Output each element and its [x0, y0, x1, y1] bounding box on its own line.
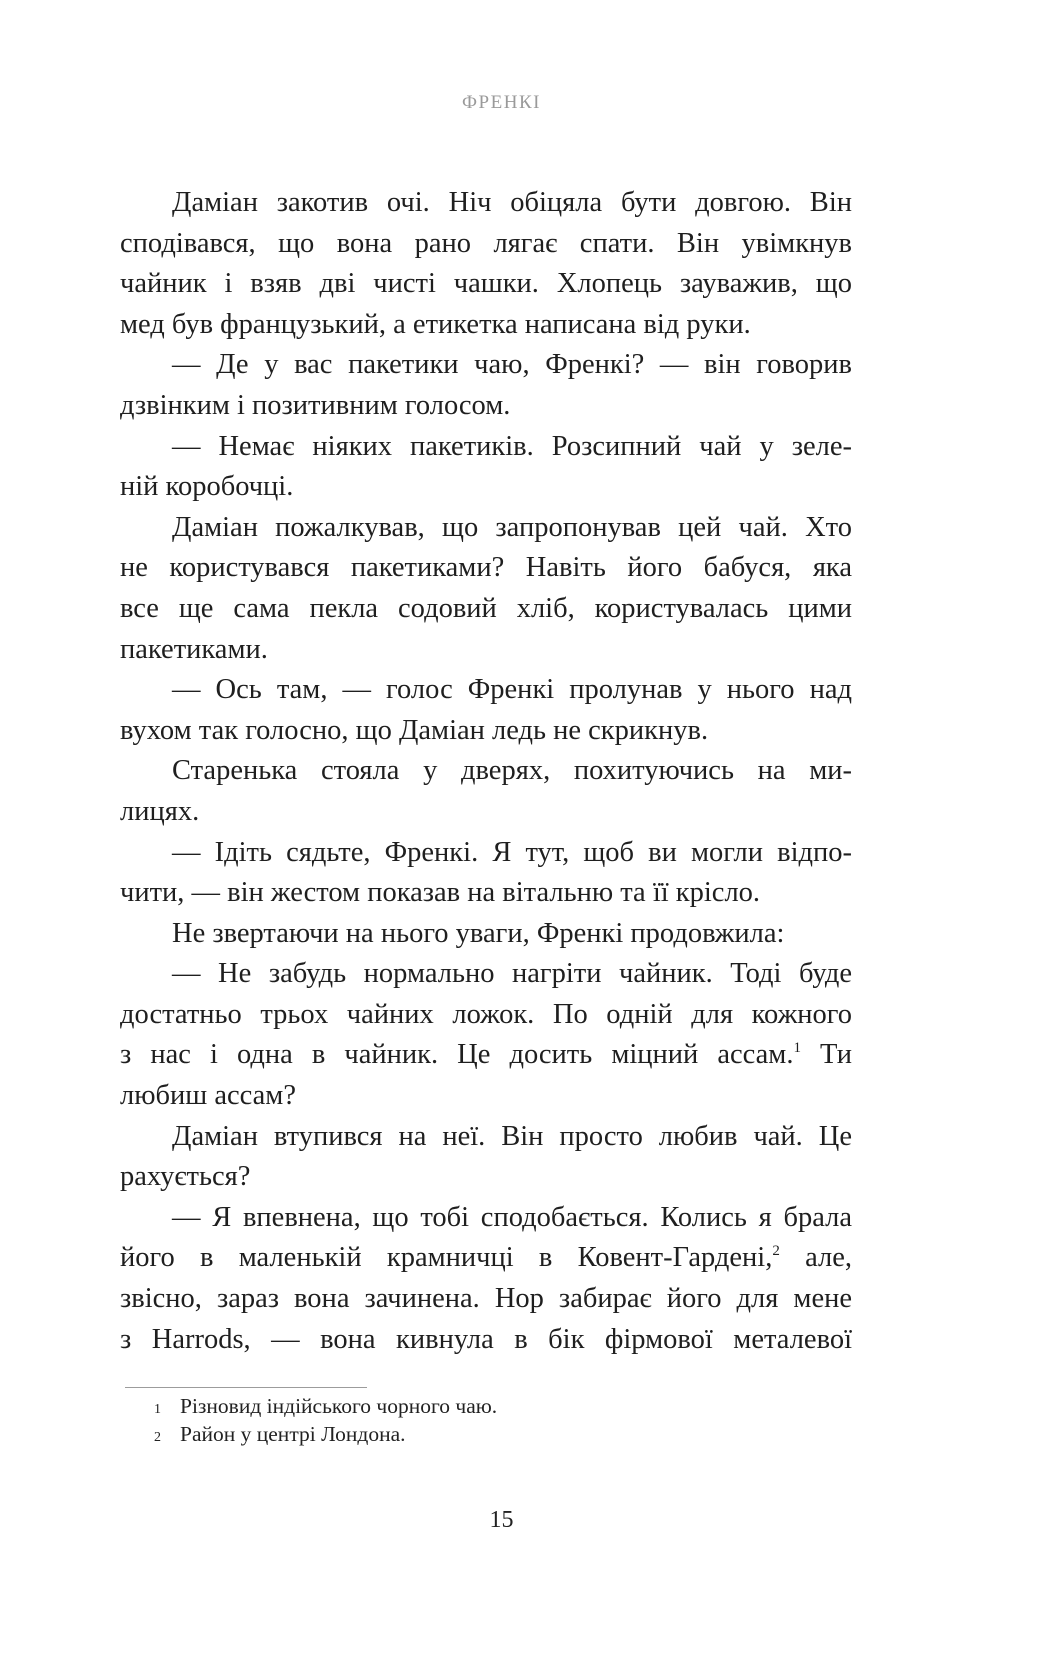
- text-line: достатньо трьох чайних ложок. По одній для кожного: [120, 998, 852, 1030]
- text-line: Даміан пожалкував, що запропонував цей чай. Хто: [172, 511, 852, 543]
- text-line: лицях.: [120, 795, 200, 827]
- text-line: мед був французький, а етикетка написана від руки.: [120, 308, 751, 340]
- text-line: Старенька стояла у дверях, похитуючись на ми-: [172, 755, 852, 787]
- text-line: — Я впевнена, що тобі сподобається. Колись я брала: [172, 1201, 852, 1233]
- text-line: Не звертаючи на нього уваги, Френкі продовжила:: [172, 917, 785, 949]
- footnote-separator: [125, 1387, 367, 1388]
- text-line: — Де у вас пакетики чаю, Френкі? — він говорив: [172, 349, 852, 381]
- text-line: — Не забудь нормально нагріти чайник. Тоді буде: [172, 958, 852, 990]
- footnote-reference[interactable]: 2: [772, 1243, 780, 1260]
- text-line: сподівався, що вона рано лягає спати. Він увімкнув: [120, 227, 852, 259]
- text-line: не користувався пакетиками? Навіть його бабуся, яка: [120, 552, 852, 584]
- page-number: 15: [489, 1507, 514, 1533]
- text-line: все ще сама пекла содовий хліб, користувалась цими: [120, 592, 852, 624]
- text-segment: але,: [779, 1242, 852, 1274]
- footnote-reference[interactable]: 1: [793, 1040, 801, 1057]
- body-text: [120, 183, 852, 1360]
- footnote-1: [150, 1394, 497, 1422]
- text-line: Даміан втупився на неї. Він просто любив чай. Це: [172, 1120, 852, 1152]
- text-line: [120, 1035, 852, 1076]
- text-segment: з нас і одна в чайник. Це досить міцний ассам.: [120, 1039, 794, 1071]
- text-line: любиш ассам?: [120, 1080, 296, 1112]
- text-line: — Немає ніяких пакетиків. Розсипний чай у зеле-: [172, 430, 852, 462]
- text-line: [120, 1238, 852, 1279]
- text-line: з Harrods, — вона кивнула в бік фірмової металевої: [120, 1323, 852, 1355]
- text-line: — Ідіть сядьте, Френкі. Я тут, щоб ви могли відпо-: [172, 836, 852, 868]
- text-line: чайник і взяв дві чисті чашки. Хлопець зауважив, що: [120, 268, 852, 300]
- text-segment: його в маленькій крамничці в Ковент-Гардені,: [120, 1242, 773, 1274]
- text-line: Даміан закотив очі. Ніч обіцяла бути довгою. Він: [172, 187, 852, 218]
- text-line: пакетиками.: [120, 633, 268, 665]
- text-line: дзвінким і позитивним голосом.: [120, 389, 511, 421]
- footnote-text: Різновид індійського чорного чаю.: [180, 1394, 498, 1418]
- running-head: ФРЕНКІ: [462, 92, 541, 113]
- text-line: чити, — він жестом показав на вітальню та її крісло.: [120, 877, 761, 909]
- footnote-2: [150, 1422, 497, 1450]
- footnotes: [150, 1394, 497, 1450]
- text-line: — Ось там, — голос Френкі пролунав у нього над: [172, 674, 852, 706]
- text-segment: Ти: [800, 1039, 853, 1071]
- text-line: ній коробочці.: [120, 471, 294, 503]
- footnote-text: Район у центрі Лондона.: [180, 1422, 406, 1446]
- footnote-number: 1: [154, 1402, 161, 1417]
- text-line: рахується?: [120, 1161, 251, 1193]
- text-line: вухом так голосно, що Даміан ледь не скрикнув.: [120, 714, 709, 746]
- text-line: звісно, зараз вона зачинена. Нор забирає його для мене: [120, 1283, 852, 1315]
- footnote-number: 2: [154, 1430, 161, 1445]
